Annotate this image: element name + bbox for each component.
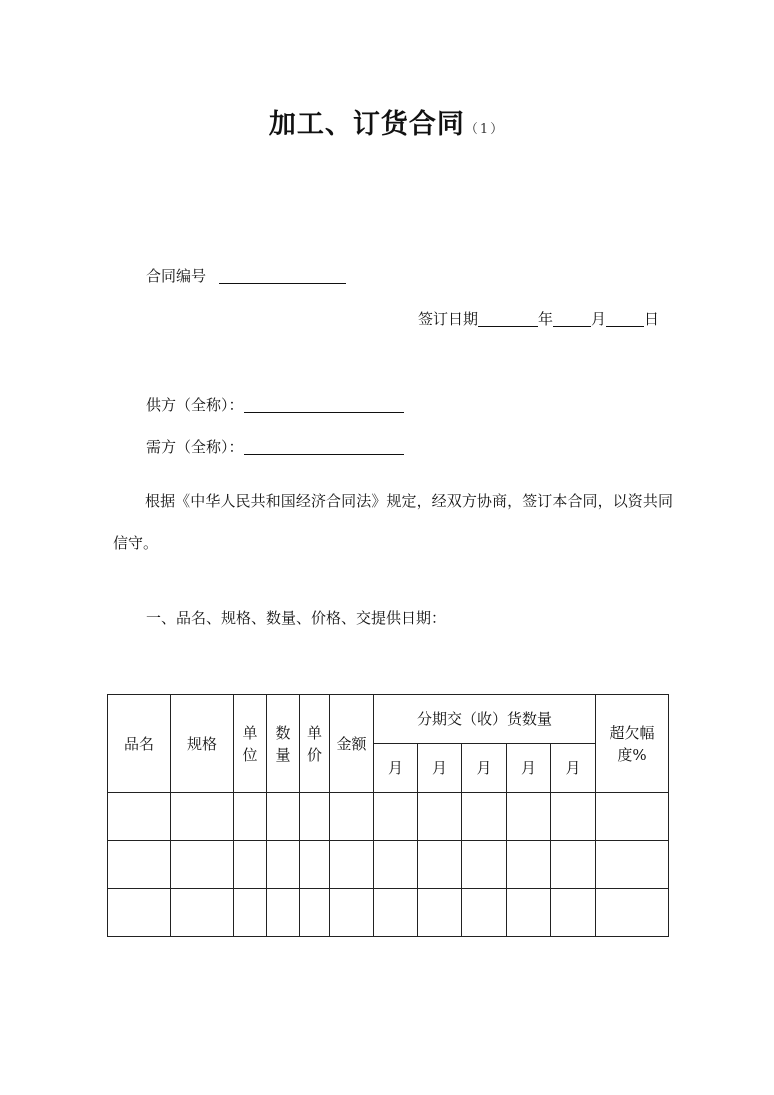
header-month-3: 月: [462, 744, 507, 793]
table-cell[interactable]: [171, 889, 234, 937]
table-cell[interactable]: [300, 889, 330, 937]
table-cell[interactable]: [108, 889, 171, 937]
table-cell[interactable]: [300, 841, 330, 889]
table-cell[interactable]: [551, 793, 596, 841]
header-month-5: 月: [551, 744, 596, 793]
table-cell[interactable]: [507, 841, 551, 889]
table-cell[interactable]: [300, 793, 330, 841]
table-cell[interactable]: [374, 841, 418, 889]
title-main: 加工、订货合同: [268, 109, 465, 140]
document-title: [0, 102, 774, 141]
buyer-label: 需方（全称）：: [146, 438, 244, 456]
table-cell[interactable]: [108, 793, 171, 841]
header-month-1: 月: [374, 744, 418, 793]
header-tolerance: [596, 695, 669, 793]
sign-month-field[interactable]: [553, 310, 591, 327]
header-installment: 分期交（收）货数量: [374, 695, 596, 744]
month-label: 月: [591, 310, 607, 328]
contract-number-label: 合同编号: [146, 267, 207, 285]
header-month-2: 月: [418, 744, 462, 793]
preamble-paragraph: 根据《中华人民共和国经济合同法》规定，经双方协商，签订本合同，以资共同信守。: [113, 492, 673, 552]
table-cell[interactable]: [418, 841, 462, 889]
table-cell[interactable]: [234, 889, 267, 937]
table-row: [108, 841, 669, 889]
table-cell[interactable]: [596, 841, 669, 889]
contract-number-field[interactable]: [219, 267, 346, 284]
table-cell[interactable]: [171, 841, 234, 889]
supplier-field[interactable]: [244, 396, 404, 413]
table-cell[interactable]: [234, 793, 267, 841]
table-cell[interactable]: [267, 793, 300, 841]
header-qty: [267, 695, 300, 793]
header-month-4: 月: [507, 744, 551, 793]
section-1-heading: 一、品名、规格、数量、价格、交提供日期：: [146, 609, 447, 627]
table-cell[interactable]: [418, 793, 462, 841]
header-qty-text: 数量: [275, 723, 291, 764]
table-cell[interactable]: [374, 793, 418, 841]
sign-date-label: 签订日期: [418, 310, 479, 328]
supplier-label: 供方（全称）：: [146, 396, 244, 414]
table-cell[interactable]: [462, 841, 507, 889]
table-cell[interactable]: [507, 793, 551, 841]
table-cell[interactable]: [551, 841, 596, 889]
day-label: 日: [644, 310, 660, 328]
table-cell[interactable]: [462, 889, 507, 937]
supplier-line: [146, 395, 404, 415]
header-amount: 金额: [330, 695, 374, 793]
year-label: 年: [538, 310, 554, 328]
header-unit: [234, 695, 267, 793]
table-cell[interactable]: [551, 889, 596, 937]
header-price-text: 单价: [306, 723, 322, 764]
table-cell[interactable]: [596, 793, 669, 841]
table-cell[interactable]: [330, 793, 374, 841]
header-spec: 规格: [171, 695, 234, 793]
table-cell[interactable]: [330, 889, 374, 937]
table-cell[interactable]: [418, 889, 462, 937]
sign-date-line: [418, 309, 659, 329]
table-cell[interactable]: [596, 889, 669, 937]
header-price: [300, 695, 330, 793]
sign-year-field[interactable]: [478, 310, 538, 327]
header-name: 品名: [108, 695, 171, 793]
buyer-line: [146, 437, 404, 457]
goods-table: [107, 694, 669, 937]
header-unit-text: 单位: [242, 723, 258, 764]
buyer-field[interactable]: [244, 438, 404, 455]
table-cell[interactable]: [267, 841, 300, 889]
table-cell[interactable]: [108, 841, 171, 889]
table-cell[interactable]: [234, 841, 267, 889]
title-suffix: （1）: [464, 122, 506, 137]
contract-number-line: [146, 266, 346, 286]
table-cell[interactable]: [267, 889, 300, 937]
table-row: [108, 889, 669, 937]
table-cell[interactable]: [171, 793, 234, 841]
table-cell[interactable]: [374, 889, 418, 937]
table-cell[interactable]: [462, 793, 507, 841]
table-row: [108, 793, 669, 841]
table-cell[interactable]: [330, 841, 374, 889]
sign-day-field[interactable]: [606, 310, 644, 327]
table-cell[interactable]: [507, 889, 551, 937]
header-tolerance-text: 超欠幅度%: [609, 723, 655, 764]
